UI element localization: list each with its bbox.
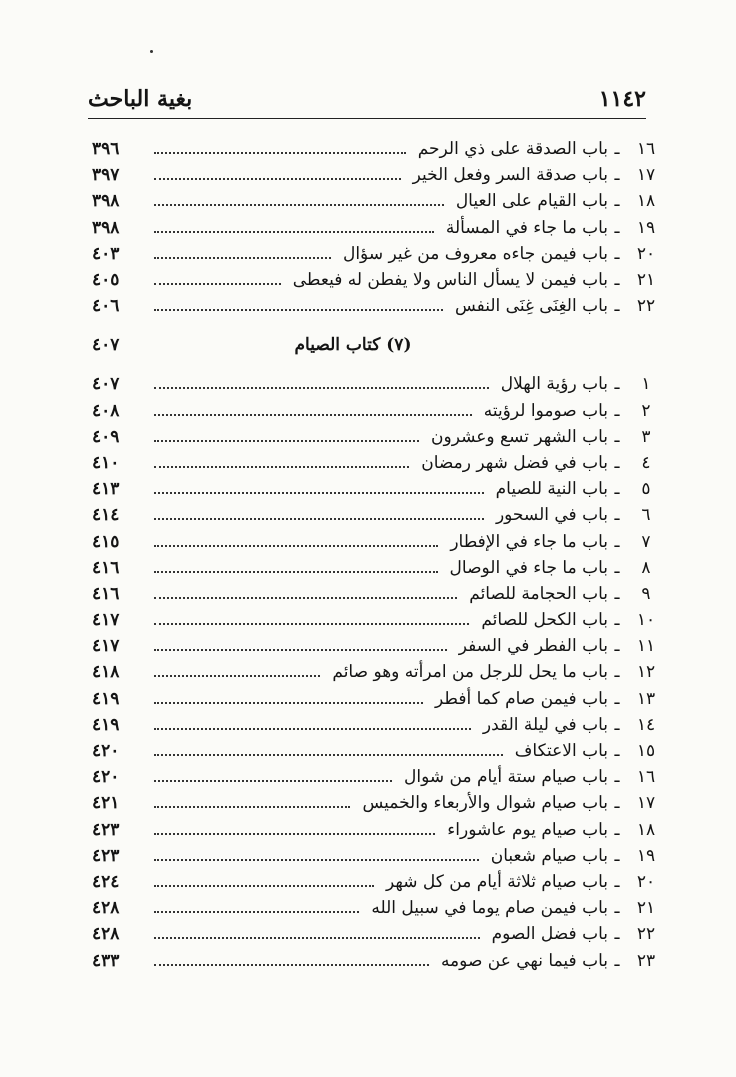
entry-number: ١٩ — [636, 845, 656, 866]
entry-title: باب النية للصيام — [495, 479, 608, 500]
toc-entry — [92, 869, 666, 895]
leader-dots — [154, 728, 471, 730]
entry-title: باب الشهر تسع وعشرون — [431, 426, 608, 447]
leader-dots — [154, 885, 374, 887]
toc-entry — [92, 293, 666, 319]
entry-dash: ـ — [614, 165, 620, 186]
entry-title: باب ما جاء في الإفطار — [450, 531, 608, 552]
leader-dots — [154, 806, 350, 808]
entry-dash: ـ — [614, 505, 620, 526]
entry-title: باب القيام على العيال — [455, 191, 608, 212]
entry-dash: ـ — [614, 924, 620, 945]
leader-dots — [154, 780, 392, 782]
entry-page: ٤٠٩ — [92, 426, 120, 447]
speck-mark — [150, 50, 153, 53]
leader-dots — [154, 649, 447, 651]
entry-dash: ـ — [614, 426, 620, 447]
toc-group-zakat — [92, 136, 666, 319]
entry-page: ٤١٩ — [92, 714, 120, 735]
entry-title: باب صدقة السر وفعل الخير — [412, 165, 608, 186]
entry-dash: ـ — [614, 871, 620, 892]
entry-number: ١٦ — [636, 767, 656, 788]
entry-page: ٤٢٣ — [92, 845, 120, 866]
toc-entry — [92, 188, 666, 214]
leader-dots — [154, 937, 480, 939]
entry-dash: ـ — [614, 557, 620, 578]
toc-entry — [92, 476, 666, 502]
leader-dots — [154, 571, 438, 573]
book-title: بغية الباحث — [88, 86, 193, 112]
entry-title: باب صيام ستة أيام من شوال — [404, 767, 608, 788]
entry-title: باب فيمن صام كما أفطر — [435, 688, 608, 709]
entry-title: باب ما جاء في الوصال — [449, 557, 608, 578]
entry-page: ٤١٩ — [92, 688, 120, 709]
entry-page: ٤١٤ — [92, 505, 120, 526]
entry-title: باب ما جاء في المسألة — [445, 217, 608, 238]
leader-dots — [154, 283, 281, 285]
leader-dots — [154, 754, 503, 756]
entry-dash: ـ — [614, 793, 620, 814]
entry-number: ١٦ — [636, 139, 656, 160]
entry-dash: ـ — [614, 374, 620, 395]
entry-number: ١٢ — [636, 662, 656, 683]
entry-title: باب الصدقة على ذي الرحم — [417, 139, 608, 160]
entry-page: ٣٩٧ — [92, 165, 120, 186]
toc-entry — [92, 450, 666, 476]
entry-page: ٤٠٧ — [92, 374, 120, 395]
entry-title: باب فيمن صام يوما في سبيل الله — [371, 898, 608, 919]
entry-dash: ـ — [614, 898, 620, 919]
leader-dots — [154, 545, 438, 547]
entry-dash: ـ — [614, 479, 620, 500]
entry-title: باب فيمن جاءه معروف من غير سؤال — [342, 243, 608, 264]
leader-dots — [154, 204, 444, 206]
entry-title: باب الغِنَى غِنَى النفس — [454, 296, 608, 317]
entry-dash: ـ — [614, 636, 620, 657]
entry-dash: ـ — [614, 243, 620, 264]
entry-page: ٣٩٦ — [92, 139, 120, 160]
entry-number: ٢ — [641, 400, 651, 421]
entry-title: باب في السحور — [495, 505, 608, 526]
entry-title: باب الحجامة للصائم — [469, 583, 608, 604]
entry-title: باب الكحل للصائم — [481, 610, 608, 631]
leader-dots — [154, 231, 434, 233]
entry-title: باب ما يحل للرجل من امرأته وهو صائم — [332, 662, 608, 683]
toc-entry — [92, 921, 666, 947]
entry-page: ٤٠٦ — [92, 296, 120, 317]
entry-page: ٣٩٨ — [92, 217, 120, 238]
leader-dots — [154, 440, 419, 442]
entry-dash: ـ — [614, 139, 620, 160]
entry-number: ٢٠ — [636, 243, 656, 264]
toc-entry — [92, 398, 666, 424]
entry-number: ٢١ — [636, 898, 656, 919]
toc-entry — [92, 215, 666, 241]
leader-dots — [154, 833, 435, 835]
leader-dots — [154, 597, 457, 599]
entry-page: ٤١٣ — [92, 479, 120, 500]
entry-dash: ـ — [614, 819, 620, 840]
entry-number: ٩ — [641, 583, 651, 604]
entry-dash: ـ — [614, 662, 620, 683]
toc-entry — [92, 241, 666, 267]
entry-number: ٢١ — [636, 270, 656, 291]
entry-number: ٢٢ — [636, 924, 656, 945]
leader-dots — [154, 492, 484, 494]
entry-title: باب في ليلة القدر — [482, 714, 608, 735]
entry-number: ١١ — [636, 636, 656, 657]
entry-page: ٤٢١ — [92, 793, 120, 814]
entry-page: ٤٢٤ — [92, 871, 120, 892]
entry-dash: ـ — [614, 741, 620, 762]
toc-entry — [92, 843, 666, 869]
entry-page: ٤٠٣ — [92, 243, 120, 264]
entry-page: ٤٠٨ — [92, 400, 120, 421]
entry-page: ٤١٠ — [92, 452, 120, 473]
toc-entry — [92, 738, 666, 764]
entry-page: ٤٣٣ — [92, 950, 120, 971]
entry-number: ٦ — [641, 505, 651, 526]
entry-number: ١٨ — [636, 191, 656, 212]
page-header — [88, 80, 646, 119]
table-of-contents — [92, 136, 666, 974]
entry-page: ٤٢٠ — [92, 741, 120, 762]
entry-dash: ـ — [614, 191, 620, 212]
toc-entry — [92, 162, 666, 188]
entry-number: ١٩ — [636, 217, 656, 238]
toc-entry — [92, 555, 666, 581]
leader-dots — [154, 518, 484, 520]
entry-title: باب فضل الصوم — [491, 924, 608, 945]
entry-dash: ـ — [614, 767, 620, 788]
entry-title: باب صيام ثلاثة أيام من كل شهر — [386, 871, 608, 892]
entry-page: ٤١٦ — [92, 583, 120, 604]
toc-entry — [92, 764, 666, 790]
toc-entry — [92, 790, 666, 816]
entry-page: ٤١٦ — [92, 557, 120, 578]
entry-number: ١٠ — [636, 610, 656, 631]
entry-title: باب فيمن لا يسأل الناس ولا يفطن له فيعطى — [292, 270, 608, 291]
entry-page: ٤٠٥ — [92, 270, 120, 291]
toc-entry — [92, 712, 666, 738]
leader-dots — [154, 964, 429, 966]
toc-entry — [92, 136, 666, 162]
page-number: ١١٤٢ — [598, 86, 646, 112]
toc-entry — [92, 424, 666, 450]
entry-number: ٧ — [641, 531, 651, 552]
entry-dash: ـ — [614, 452, 620, 473]
entry-dash: ـ — [614, 400, 620, 421]
entry-number: ١٣ — [636, 688, 656, 709]
toc-entry — [92, 895, 666, 921]
toc-entry — [92, 947, 666, 973]
toc-section-heading — [92, 319, 666, 371]
entry-title: باب الاعتكاف — [514, 741, 608, 762]
leader-dots — [154, 309, 443, 311]
entry-page: ٤١٧ — [92, 636, 120, 657]
entry-number: ١٨ — [636, 819, 656, 840]
entry-number: ٨ — [641, 557, 651, 578]
toc-entry — [92, 659, 666, 685]
toc-entry — [92, 607, 666, 633]
entry-dash: ـ — [614, 531, 620, 552]
leader-dots — [154, 675, 320, 677]
leader-dots — [154, 414, 472, 416]
leader-dots — [154, 911, 359, 913]
entry-title: باب صيام شوال والأربعاء والخميس — [362, 793, 608, 814]
entry-dash: ـ — [614, 610, 620, 631]
toc-entry — [92, 371, 666, 397]
toc-entry — [92, 817, 666, 843]
entry-dash: ـ — [614, 270, 620, 291]
entry-dash: ـ — [614, 845, 620, 866]
toc-group-siyam — [92, 371, 666, 973]
entry-number: ٤ — [641, 452, 651, 473]
toc-entry — [92, 686, 666, 712]
entry-dash: ـ — [614, 688, 620, 709]
entry-number: ٥ — [641, 479, 651, 500]
entry-dash: ـ — [614, 950, 620, 971]
leader-dots — [154, 387, 489, 389]
entry-number: ٣ — [641, 426, 651, 447]
entry-number: ١٤ — [636, 714, 656, 735]
toc-entry — [92, 267, 666, 293]
leader-dots — [154, 257, 331, 259]
entry-title: باب الفطر في السفر — [458, 636, 608, 657]
entry-number: ٢٢ — [636, 296, 656, 317]
entry-page: ٤١٥ — [92, 531, 120, 552]
entry-title: باب رؤية الهلال — [500, 374, 608, 395]
leader-dots — [154, 178, 401, 180]
entry-dash: ـ — [614, 714, 620, 735]
entry-dash: ـ — [614, 217, 620, 238]
entry-number: ١٥ — [636, 741, 656, 762]
entry-page: ٣٩٨ — [92, 191, 120, 212]
leader-dots — [154, 152, 406, 154]
toc-entry — [92, 581, 666, 607]
entry-page: ٤٢٨ — [92, 924, 120, 945]
leader-dots — [154, 466, 409, 468]
section-title: (٧) كتاب الصيام — [294, 335, 412, 356]
entry-page: ٤٢٠ — [92, 767, 120, 788]
entry-title: باب في فضل شهر رمضان — [421, 452, 608, 473]
entry-number: ١ — [641, 374, 651, 395]
entry-dash: ـ — [614, 296, 620, 317]
toc-entry — [92, 528, 666, 554]
leader-dots — [154, 859, 479, 861]
entry-page: ٤١٧ — [92, 610, 120, 631]
leader-dots — [154, 702, 423, 704]
entry-page: ٤٢٣ — [92, 819, 120, 840]
entry-title: باب صيام يوم عاشوراء — [447, 819, 608, 840]
toc-entry — [92, 502, 666, 528]
entry-dash: ـ — [614, 583, 620, 604]
entry-title: باب صوموا لرؤيته — [483, 400, 608, 421]
entry-number: ١٧ — [636, 165, 656, 186]
entry-number: ١٧ — [636, 793, 656, 814]
entry-title: باب صيام شعبان — [490, 845, 608, 866]
leader-dots — [154, 623, 469, 625]
entry-title: باب فيما نهي عن صومه — [440, 950, 608, 971]
toc-entry — [92, 633, 666, 659]
entry-page: ٤١٨ — [92, 662, 120, 683]
entry-page: ٤٢٨ — [92, 898, 120, 919]
entry-number: ٢٠ — [636, 871, 656, 892]
entry-number: ٢٣ — [636, 950, 656, 971]
section-page: ٤٠٧ — [92, 335, 120, 356]
